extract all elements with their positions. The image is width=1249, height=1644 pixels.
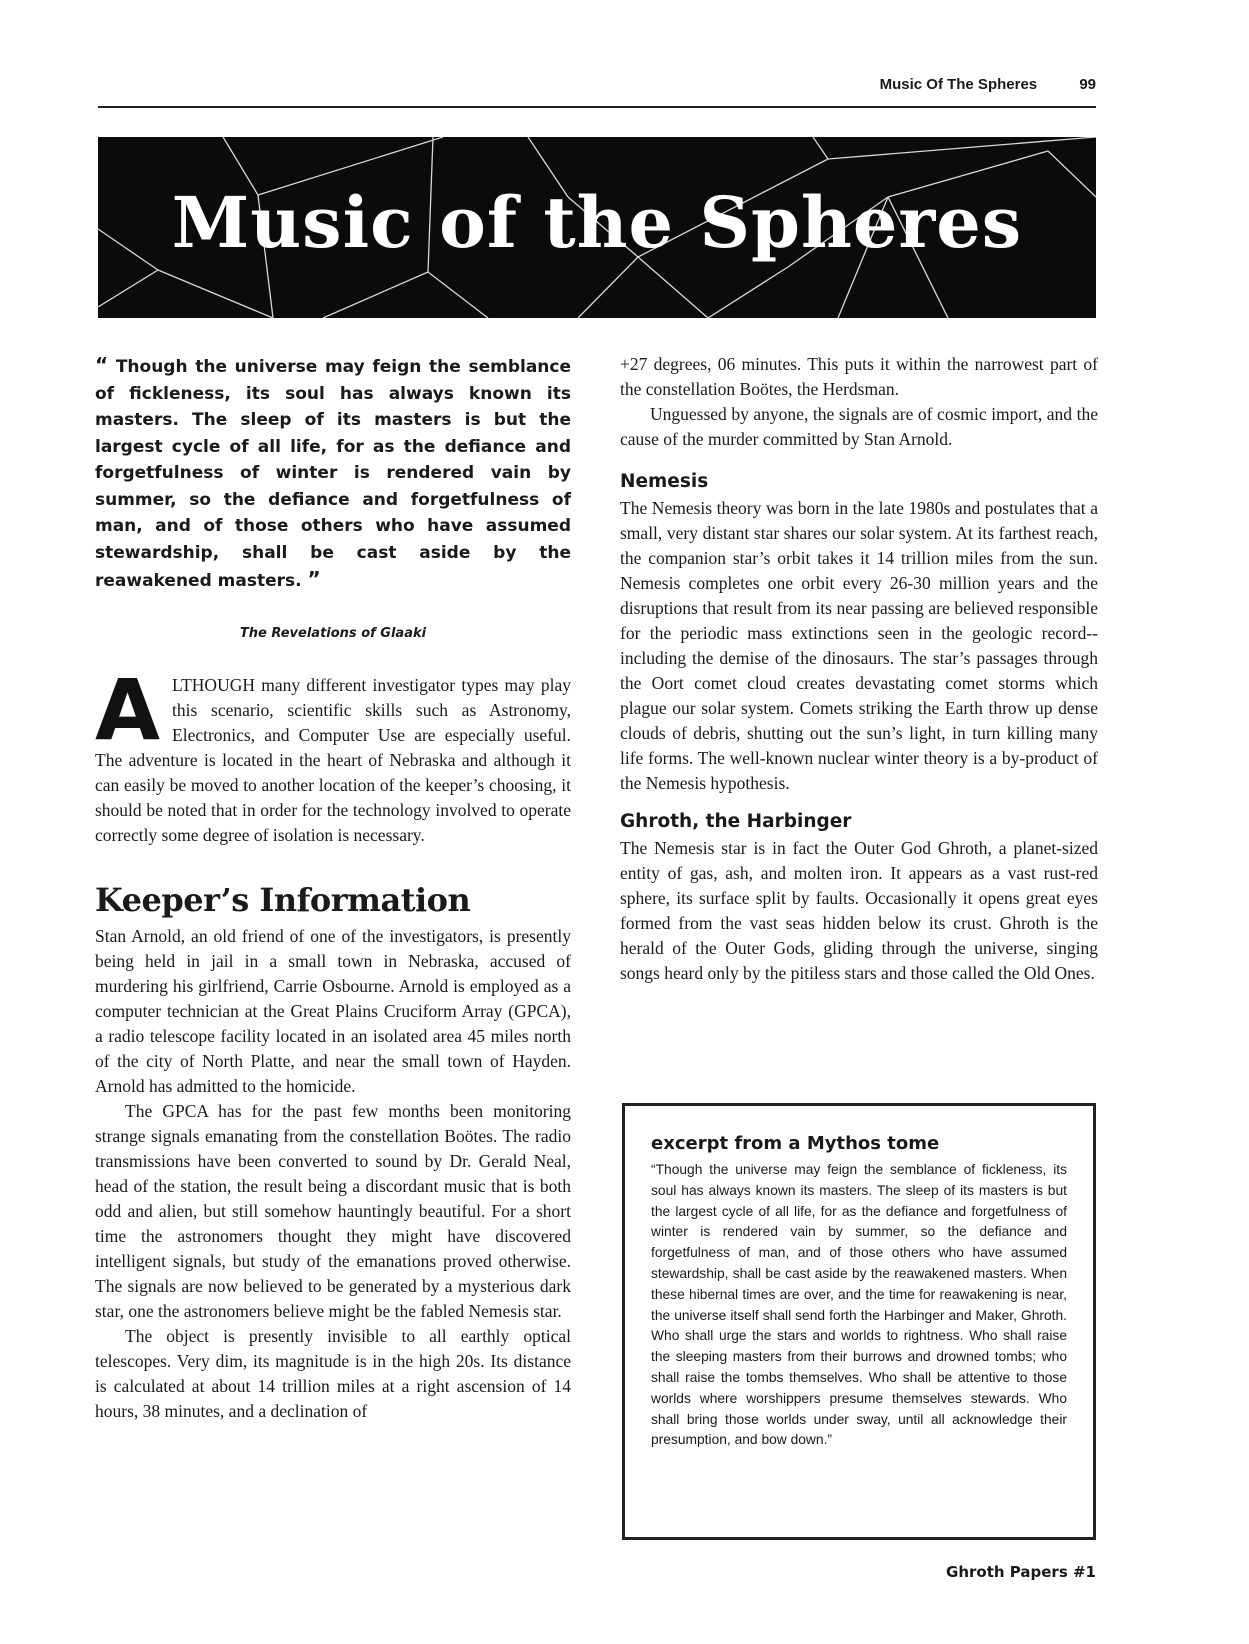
section-heading-keepers-information: Keeper’s Information: [95, 880, 471, 919]
subheading-nemesis: Nemesis: [620, 471, 709, 492]
right-column: [620, 352, 1098, 986]
header-rule: [98, 106, 1096, 108]
subheading-ghroth: Ghroth, the Harbinger: [620, 811, 852, 832]
nemesis-body: [620, 496, 1098, 796]
ghroth-body: [620, 836, 1098, 986]
continued-text: [620, 352, 1098, 452]
running-head: [98, 76, 1096, 93]
keepers-info-body: [95, 924, 571, 1424]
drop-cap: A: [95, 660, 161, 759]
epigraph-attribution: The Revelations of Glaaki: [239, 625, 427, 641]
paragraph: The GPCA has for the past few months been monitoring strange signals emanating from the constellation Boötes. The radio transmissions have been converted to sound by Dr. Gerald Neal, head of the station, the result being a discordant music that is both odd and alien, but still somehow hauntingly beautiful. For a short time the astronomers thought they might have discovered intelligent signals, but study of the emanations proved otherwise. The signals are now believed to be generated by a mysterious dark star, one the astronomers believe might be the fabled Nemesis star.: [95, 1100, 571, 1321]
paragraph: The object is presently invisible to all earthly optical telescopes. Very dim, its magnitude is in the high 20s. Its distance is calculated at about 14 trillion miles at a right ascension of 14 hours, 38 minutes, and a declination of: [95, 1325, 571, 1421]
paragraph: +27 degrees, 06 minutes. This puts it within the narrowest part of the constellation Boötes, the Herdsman.: [620, 354, 1098, 399]
epigraph: [95, 352, 571, 595]
page-number: 99: [1079, 76, 1096, 93]
left-column: [95, 352, 571, 1424]
sidebar-text: “Though the universe may feign the semblance of fickleness, its soul has always known its masters. The sleep of its masters is but the largest cycle of all life, for as the defiance and forgetfulness of winter is rendered vain by summer, so the defiance and forgetfulness of man, and of those others who have assumed stewardship, shall be cast aside by the reawakened masters. When these hibernal times are over, and the time for reawakening is near, the universe itself shall send forth the Harbinger and Maker, Ghroth. Who shall urge the stars and worlds to rightness. Who shall raise the sleeping masters from their burrows and drowned tombs; who shall raise the tombs themselves. Who shall be attentive to those worlds where worshippers presume themselves stewards. Who shall bring those worlds under sway, until all acknowledge their presumption, and bow down.”: [651, 1162, 1067, 1448]
intro-text: LTHOUGH many different investigator types may play this scenario, scientific skills such as Astronomy, Electronics, and Computer Use are especially useful. The adventure is located in the heart of Nebraska and although it can easily be moved to another location of the keeper’s choosing, it should be noted that in order for the technology involved to operate correctly some degree of isolation is necessary.: [95, 674, 571, 845]
close-quote-mark: ”: [307, 567, 321, 591]
title-banner: [98, 137, 1096, 318]
paragraph: Unguessed by anyone, the signals are of cosmic import, and the cause of the murder committed by Stan Arnold.: [620, 404, 1098, 449]
epigraph-text: Though the universe may feign the semblance of fickleness, its soul has always known its masters. The sleep of its masters is but the largest cycle of all life, for as the defiance and forgetfulness of winter is rendered vain by summer, so the defiance and forgetfulness of man, and of those others who have assumed stewardship, shall be cast aside by the reawakened masters.: [95, 357, 571, 591]
footer-label: Ghroth Papers #1: [946, 1563, 1096, 1581]
paragraph: The Nemesis theory was born in the late 1980s and postulates that a small, very distant star shares our solar system. At its farthest reach, the companion star’s orbit takes it 14 trillion miles from the sun. Nemesis completes one orbit every 26-30 million years and the disruptions that result from its near passing are believed responsible for the periodic mass extinctions seen in the geologic record--including the demise of the dinosaurs. The star’s passages through the Oort comet cloud creates devastating comet storms which plague our solar system. Comets striking the Earth throw up dense clouds of debris, shutting out the sun’s light, in turn killing many life forms. The well-known nuclear winter theory is a by-product of the Nemesis hypothesis.: [620, 498, 1098, 793]
mythos-tome-sidebar: [622, 1103, 1096, 1540]
open-quote-mark: “: [95, 353, 109, 377]
running-title: Music Of The Spheres: [879, 76, 1038, 93]
sidebar-title: excerpt from a Mythos tome: [651, 1133, 940, 1154]
paragraph: The Nemesis star is in fact the Outer God Ghroth, a planet-sized entity of gas, ash, and molten iron. It appears as a vast rust-red sphere, its surface split by faults. Occasionally it opens great eyes formed from the vast seas hidden below its crust. Ghroth is the herald of the Outer Gods, gliding through the universe, singing songs heard only by the pitiless stars and those called the Old Ones.: [620, 838, 1098, 983]
paragraph: Stan Arnold, an old friend of one of the investigators, is presently being held in jail in a small town in Nebraska, accused of murdering his girlfriend, Carrie Osbourne. Arnold is employed as a computer technician at the Great Plains Cruciform Array (GPCA), a radio telescope facility located in an isolated area 45 miles north of the city of North Platte, and near the small town of Hayden. Arnold has admitted to the homicide.: [95, 925, 571, 1096]
intro-paragraph: [95, 660, 571, 848]
banner-title: Music of the Spheres: [171, 181, 1023, 264]
